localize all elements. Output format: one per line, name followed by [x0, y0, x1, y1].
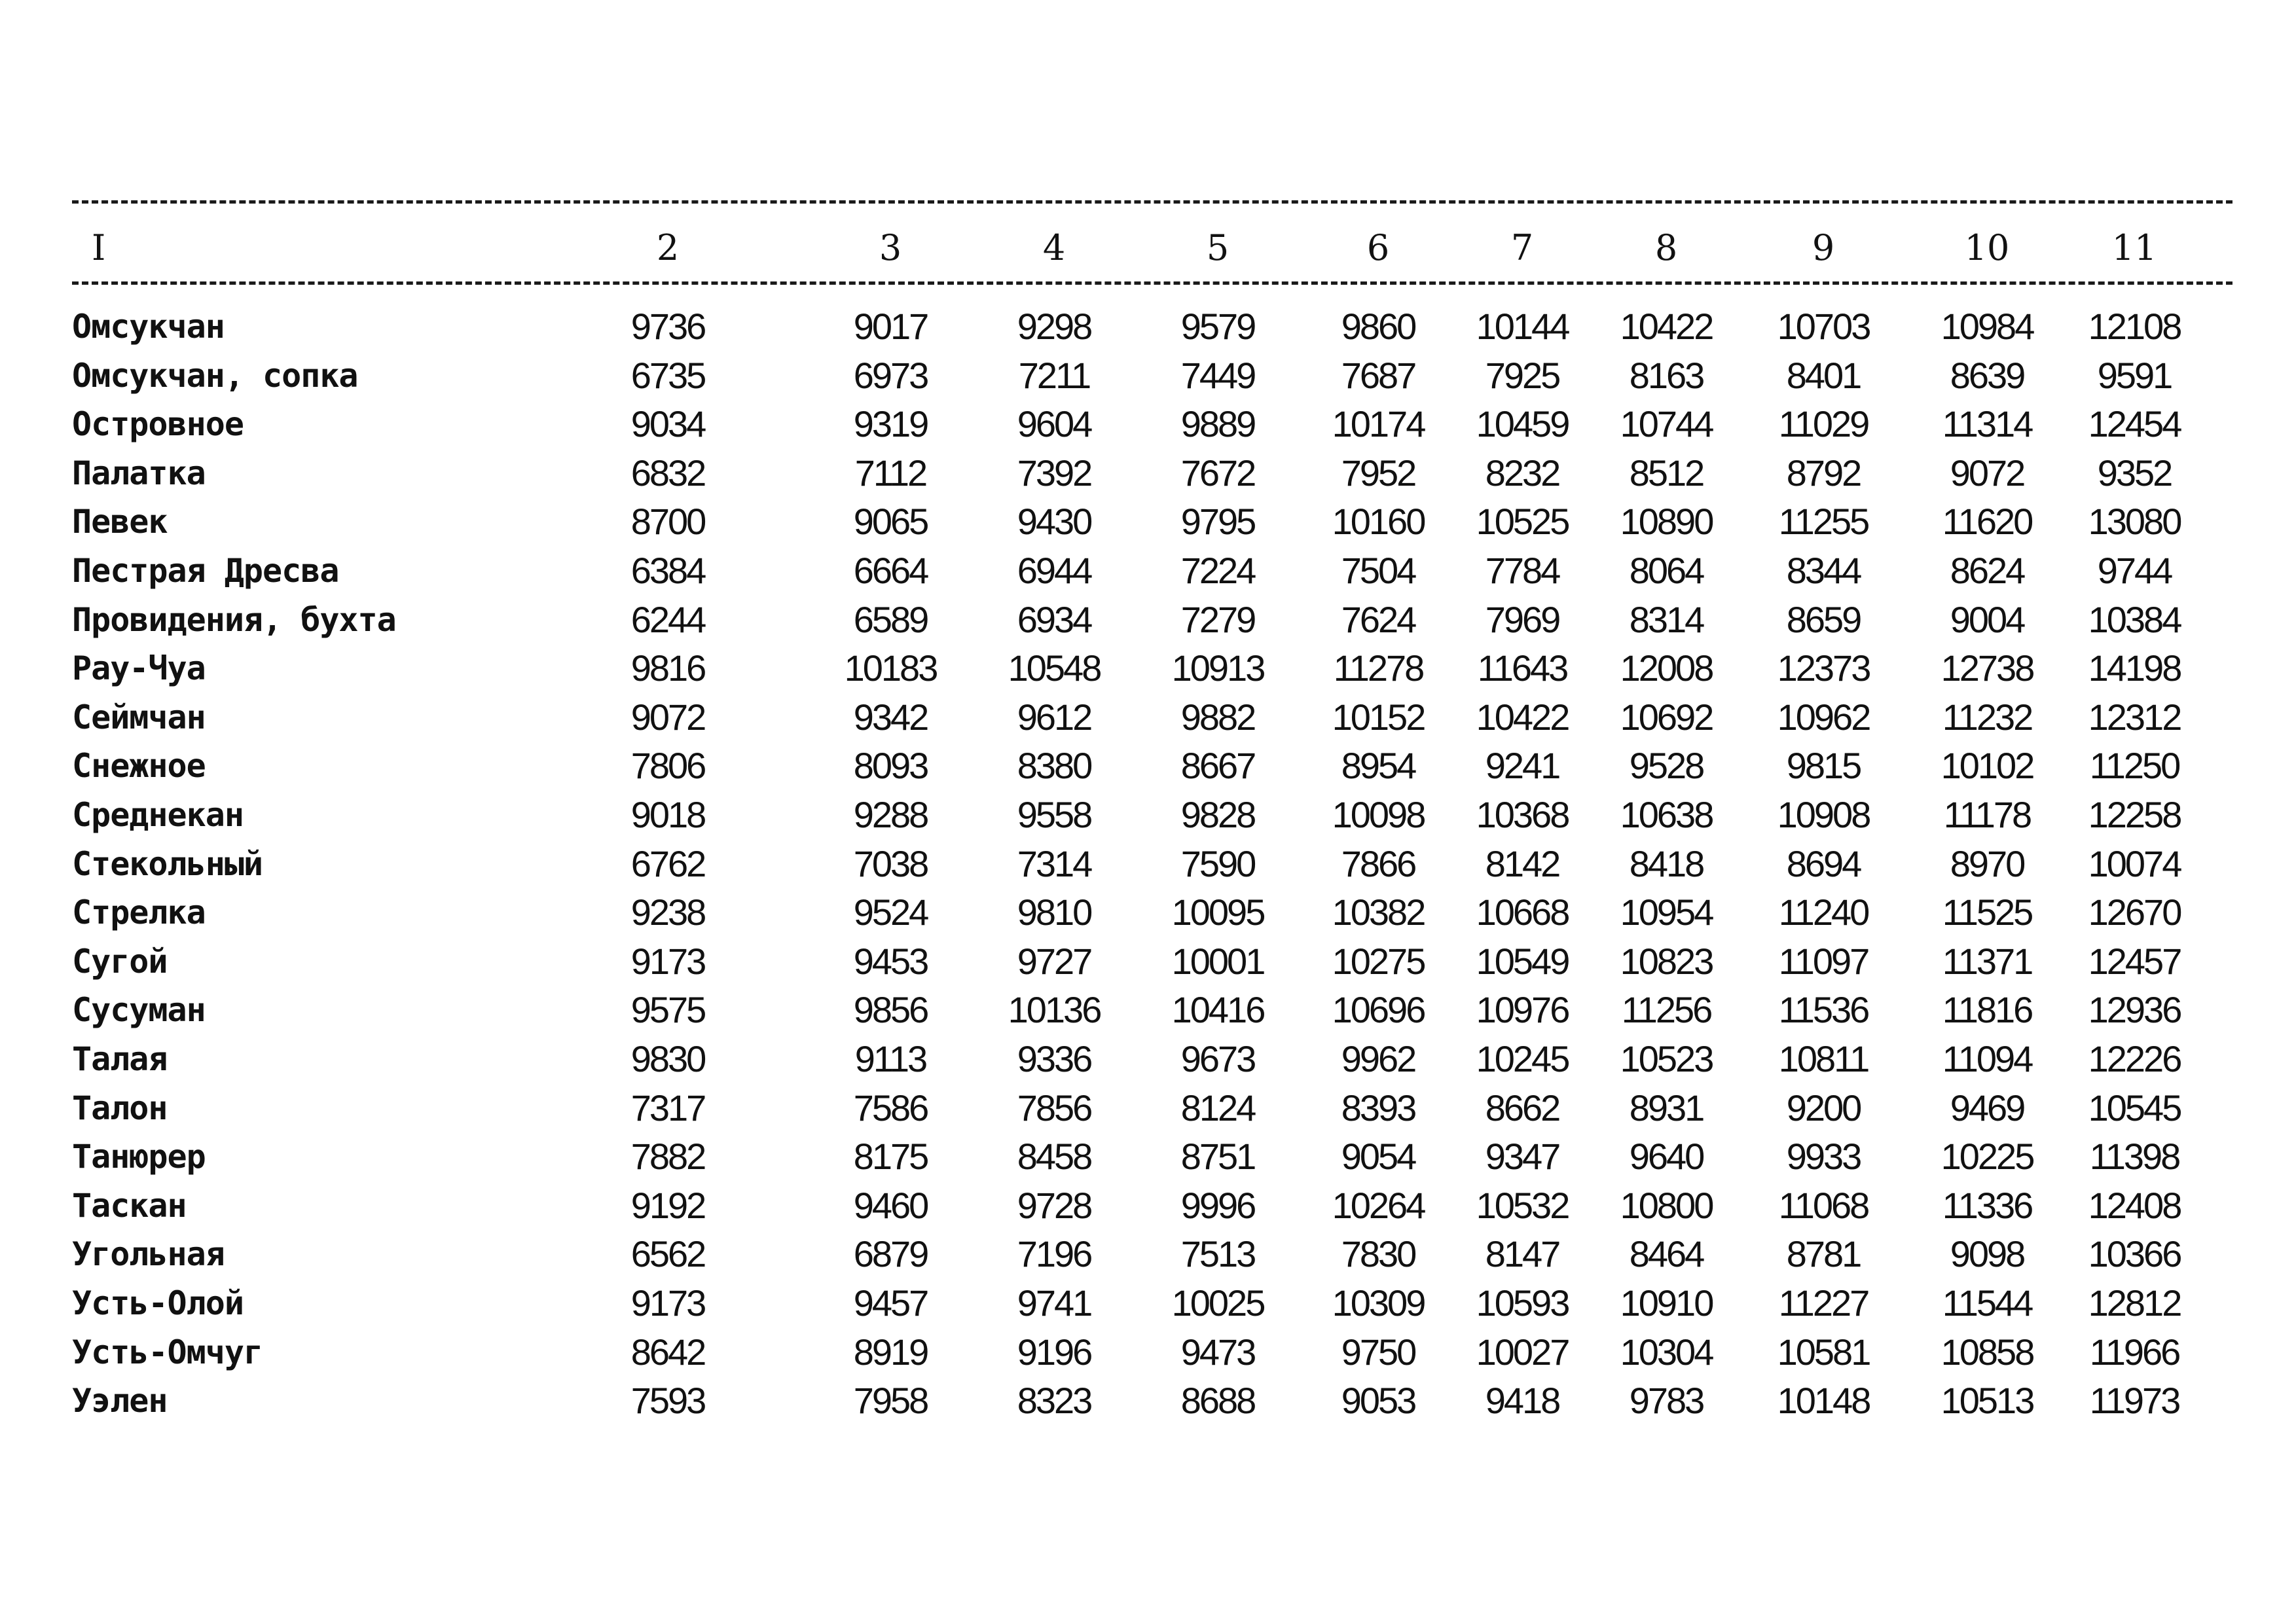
- value-cell-col-9: 10908: [1777, 794, 1870, 835]
- table-row: [0, 937, 2296, 986]
- table-row: [0, 449, 2296, 497]
- table-row: [0, 596, 2296, 644]
- header-cell-5: 5: [1206, 227, 1230, 268]
- value-cell-col-3: 6664: [853, 550, 928, 591]
- value-cell-col-9: 11240: [1778, 892, 1868, 933]
- value-cell-col-6: 10160: [1332, 501, 1425, 543]
- value-cell-col-4: 10548: [1008, 647, 1101, 689]
- value-cell-col-11: 10366: [2088, 1233, 2181, 1275]
- value-cell-col-9: 10581: [1777, 1331, 1870, 1373]
- value-cell-col-5: 7590: [1180, 842, 1255, 884]
- value-cell-col-7: 8147: [1485, 1233, 1559, 1275]
- value-cell-col-5: 7513: [1180, 1233, 1255, 1275]
- value-cell-col-5: 8751: [1180, 1136, 1255, 1178]
- value-cell-col-10: 9072: [1950, 452, 2024, 494]
- value-cell-col-11: 14198: [2088, 647, 2181, 689]
- value-cell-col-4: 9558: [1017, 794, 1091, 835]
- value-cell-col-6: 10174: [1332, 403, 1425, 445]
- header-cell-2: 2: [656, 227, 680, 268]
- value-cell-col-6: 7504: [1341, 550, 1415, 591]
- location-name-cell: Сугой: [72, 942, 168, 981]
- table-header-row: [0, 224, 2296, 272]
- value-cell-col-3: 7112: [854, 452, 926, 494]
- value-cell-col-4: 8458: [1017, 1136, 1091, 1178]
- value-cell-col-10: 9469: [1950, 1087, 2024, 1128]
- value-cell-col-4: 9336: [1017, 1038, 1091, 1079]
- value-cell-col-4: 9741: [1017, 1282, 1091, 1324]
- value-cell-col-9: 8792: [1786, 452, 1861, 494]
- value-cell-col-2: 9018: [630, 794, 705, 835]
- value-cell-col-11: 11966: [2089, 1331, 2179, 1373]
- location-name-cell: Певек: [72, 503, 168, 541]
- value-cell-col-5: 9673: [1180, 1038, 1255, 1079]
- location-name-cell: Талон: [72, 1089, 168, 1127]
- value-cell-col-3: 9319: [853, 403, 928, 445]
- header-cell-6: 6: [1366, 227, 1390, 268]
- value-cell-col-10: 11232: [1942, 696, 2032, 738]
- value-cell-col-7: 7784: [1485, 550, 1559, 591]
- value-cell-col-11: 12258: [2088, 794, 2181, 835]
- value-cell-col-3: 6973: [853, 354, 928, 396]
- table-row: [0, 742, 2296, 790]
- value-cell-col-7: 10144: [1476, 306, 1569, 347]
- value-cell-col-10: 10513: [1941, 1380, 2033, 1422]
- value-cell-col-6: 11278: [1333, 647, 1423, 689]
- value-cell-col-8: 10638: [1620, 794, 1713, 835]
- location-name-cell: Снежное: [72, 747, 206, 785]
- value-cell-col-2: 9736: [630, 306, 705, 347]
- value-cell-col-10: 8624: [1950, 550, 2024, 591]
- value-cell-col-2: 7593: [630, 1380, 705, 1422]
- value-cell-col-6: 9053: [1341, 1380, 1415, 1422]
- value-cell-col-3: 9524: [853, 892, 928, 933]
- value-cell-col-7: 8232: [1485, 452, 1559, 494]
- value-cell-col-3: 6589: [853, 598, 928, 640]
- value-cell-col-3: 6879: [853, 1233, 928, 1275]
- value-cell-col-3: 9288: [853, 794, 928, 835]
- value-cell-col-9: 11255: [1778, 501, 1868, 543]
- value-cell-col-5: 10025: [1171, 1282, 1264, 1324]
- location-name-cell: Омсукчан: [72, 308, 225, 346]
- table-row: [0, 1230, 2296, 1278]
- value-cell-col-7: 7969: [1485, 598, 1559, 640]
- table-row: [0, 1182, 2296, 1230]
- value-cell-col-6: 7830: [1341, 1233, 1415, 1275]
- value-cell-col-7: 9241: [1485, 745, 1559, 787]
- value-cell-col-8: 8163: [1629, 354, 1704, 396]
- value-cell-col-3: 8175: [853, 1136, 928, 1178]
- value-cell-col-4: 9196: [1017, 1331, 1091, 1373]
- value-cell-col-6: 7952: [1341, 452, 1415, 494]
- header-cell-7: 7: [1510, 227, 1534, 268]
- value-cell-col-5: 9795: [1180, 501, 1255, 543]
- header-cell-8: 8: [1654, 227, 1678, 268]
- value-cell-col-8: 8064: [1629, 550, 1704, 591]
- value-cell-col-6: 7866: [1341, 842, 1415, 884]
- value-cell-col-10: 11816: [1942, 989, 2032, 1031]
- value-cell-col-2: 6384: [630, 550, 705, 591]
- value-cell-col-2: 6762: [630, 842, 705, 884]
- value-cell-col-5: 8667: [1180, 745, 1255, 787]
- value-cell-col-2: 7317: [630, 1087, 705, 1128]
- table-row: [0, 497, 2296, 546]
- value-cell-col-2: 6735: [630, 354, 705, 396]
- value-cell-col-7: 11643: [1477, 647, 1567, 689]
- header-cell-1: I: [92, 227, 106, 268]
- value-cell-col-10: 11620: [1942, 501, 2032, 543]
- value-cell-col-11: 12812: [2088, 1282, 2181, 1324]
- table-row: [0, 1328, 2296, 1377]
- value-cell-col-5: 9996: [1180, 1184, 1255, 1226]
- value-cell-col-5: 7224: [1180, 550, 1255, 591]
- value-cell-col-2: 9192: [630, 1184, 705, 1226]
- value-cell-col-2: 9072: [630, 696, 705, 738]
- value-cell-col-8: 10910: [1620, 1282, 1713, 1324]
- value-cell-col-7: 9347: [1485, 1136, 1559, 1178]
- value-cell-col-7: 10549: [1476, 940, 1569, 982]
- value-cell-col-10: 12738: [1941, 647, 2033, 689]
- value-cell-col-3: 10183: [844, 647, 937, 689]
- value-cell-col-3: 7038: [853, 842, 928, 884]
- value-cell-col-9: 12373: [1777, 647, 1870, 689]
- location-name-cell: Сусуман: [72, 991, 206, 1030]
- value-cell-col-8: 9640: [1629, 1136, 1704, 1178]
- value-cell-col-2: 6562: [630, 1233, 705, 1275]
- value-cell-col-11: 9591: [2097, 354, 2172, 396]
- value-cell-col-9: 8344: [1786, 550, 1861, 591]
- value-cell-col-10: 8970: [1950, 842, 2024, 884]
- value-cell-col-10: 11094: [1942, 1038, 2032, 1079]
- value-cell-col-9: 8401: [1786, 354, 1861, 396]
- value-cell-col-4: 7392: [1017, 452, 1091, 494]
- value-cell-col-11: 11250: [2089, 745, 2179, 787]
- value-cell-col-9: 11068: [1778, 1184, 1868, 1226]
- value-cell-col-7: 10027: [1476, 1331, 1569, 1373]
- table-row: [0, 302, 2296, 351]
- value-cell-col-9: 8781: [1786, 1233, 1861, 1275]
- value-cell-col-4: 9612: [1017, 696, 1091, 738]
- location-name-cell: Усть-Олой: [72, 1284, 244, 1322]
- table-row: [0, 547, 2296, 595]
- value-cell-col-10: 8639: [1950, 354, 2024, 396]
- value-cell-col-9: 11536: [1778, 989, 1868, 1031]
- value-cell-col-8: 8314: [1629, 598, 1704, 640]
- value-cell-col-4: 9298: [1017, 306, 1091, 347]
- value-cell-col-9: 8694: [1786, 842, 1861, 884]
- header-cell-10: 10: [1964, 227, 2010, 268]
- table-row: [0, 1279, 2296, 1327]
- value-cell-col-6: 7687: [1341, 354, 1415, 396]
- value-cell-col-7: 10976: [1476, 989, 1569, 1031]
- value-cell-col-6: 10264: [1332, 1184, 1425, 1226]
- value-cell-col-9: 11097: [1778, 940, 1868, 982]
- location-name-cell: Сеймчан: [72, 698, 206, 736]
- location-name-cell: Стекольный: [72, 844, 263, 883]
- table-row: [0, 1132, 2296, 1181]
- value-cell-col-4: 9430: [1017, 501, 1091, 543]
- value-cell-col-4: 7211: [1018, 354, 1090, 396]
- value-cell-col-11: 12408: [2088, 1184, 2181, 1226]
- table-row: [0, 986, 2296, 1034]
- location-name-cell: Среднекан: [72, 796, 244, 834]
- value-cell-col-10: 10984: [1941, 306, 2033, 347]
- value-cell-col-8: 8512: [1629, 452, 1704, 494]
- value-cell-col-7: 10368: [1476, 794, 1569, 835]
- value-cell-col-5: 7672: [1180, 452, 1255, 494]
- value-cell-col-10: 9004: [1950, 598, 2024, 640]
- value-cell-col-9: 10148: [1777, 1380, 1870, 1422]
- value-cell-col-9: 9200: [1786, 1087, 1861, 1128]
- value-cell-col-7: 10245: [1476, 1038, 1569, 1079]
- value-cell-col-7: 10668: [1476, 892, 1569, 933]
- value-cell-col-2: 6832: [630, 452, 705, 494]
- value-cell-col-7: 10525: [1476, 501, 1569, 543]
- value-cell-col-5: 10416: [1171, 989, 1264, 1031]
- table-row: [0, 791, 2296, 839]
- value-cell-col-8: 10800: [1620, 1184, 1713, 1226]
- value-cell-col-5: 9473: [1180, 1331, 1255, 1373]
- value-cell-col-11: 12108: [2088, 306, 2181, 347]
- value-cell-col-4: 7314: [1017, 842, 1091, 884]
- value-cell-col-3: 9457: [853, 1282, 928, 1324]
- value-cell-col-11: 12312: [2088, 696, 2181, 738]
- value-cell-col-3: 9017: [853, 306, 928, 347]
- value-cell-col-2: 9238: [630, 892, 705, 933]
- value-cell-col-9: 10811: [1778, 1038, 1868, 1079]
- value-cell-col-10: 10858: [1941, 1331, 2033, 1373]
- value-cell-col-7: 10459: [1476, 403, 1569, 445]
- value-cell-col-3: 9065: [853, 501, 928, 543]
- value-cell-col-11: 9744: [2097, 550, 2172, 591]
- value-cell-col-9: 11029: [1778, 403, 1868, 445]
- value-cell-col-8: 10523: [1620, 1038, 1713, 1079]
- value-cell-col-6: 9962: [1341, 1038, 1415, 1079]
- table-row: [0, 644, 2296, 693]
- header-dashed-rule: [72, 281, 2232, 285]
- value-cell-col-6: 8393: [1341, 1087, 1415, 1128]
- value-cell-col-10: 11525: [1942, 892, 2032, 933]
- value-cell-col-4: 8380: [1017, 745, 1091, 787]
- value-cell-col-10: 10102: [1941, 745, 2033, 787]
- value-cell-col-10: 11314: [1942, 403, 2032, 445]
- value-cell-col-3: 9453: [853, 940, 928, 982]
- value-cell-col-11: 12454: [2088, 403, 2181, 445]
- value-cell-col-5: 7449: [1180, 354, 1255, 396]
- table-row: [0, 352, 2296, 400]
- value-cell-col-6: 9054: [1341, 1136, 1415, 1178]
- value-cell-col-7: 10422: [1476, 696, 1569, 738]
- value-cell-col-4: 6934: [1017, 598, 1091, 640]
- value-cell-col-8: 10304: [1620, 1331, 1713, 1373]
- value-cell-col-11: 12457: [2088, 940, 2181, 982]
- value-cell-col-9: 10962: [1777, 696, 1870, 738]
- value-cell-col-11: 12936: [2088, 989, 2181, 1031]
- location-name-cell: Пестрая Дресва: [72, 552, 339, 590]
- header-cell-4: 4: [1042, 227, 1066, 268]
- value-cell-col-6: 8954: [1341, 745, 1415, 787]
- value-cell-col-6: 10309: [1332, 1282, 1425, 1324]
- value-cell-col-11: 11973: [2089, 1380, 2179, 1422]
- value-cell-col-10: 11178: [1943, 794, 2031, 835]
- value-cell-col-8: 9528: [1629, 745, 1704, 787]
- table-row: [0, 1377, 2296, 1425]
- value-cell-col-5: 8124: [1180, 1087, 1255, 1128]
- value-cell-col-11: 10545: [2088, 1087, 2181, 1128]
- value-cell-col-8: 10692: [1620, 696, 1713, 738]
- value-cell-col-3: 9113: [854, 1038, 926, 1079]
- value-cell-col-8: 10422: [1620, 306, 1713, 347]
- value-cell-col-11: 10074: [2088, 842, 2181, 884]
- value-cell-col-6: 7624: [1341, 598, 1415, 640]
- value-cell-col-10: 11371: [1942, 940, 2032, 982]
- location-name-cell: Провидения, бухта: [72, 600, 396, 639]
- value-cell-col-10: 10225: [1941, 1136, 2033, 1178]
- value-cell-col-3: 9460: [853, 1184, 928, 1226]
- value-cell-col-7: 8662: [1485, 1087, 1559, 1128]
- location-name-cell: Рау-Чуа: [72, 649, 206, 688]
- value-cell-col-4: 6944: [1017, 550, 1091, 591]
- table-row: [0, 1084, 2296, 1132]
- value-cell-col-9: 11227: [1778, 1282, 1868, 1324]
- value-cell-col-4: 10136: [1008, 989, 1101, 1031]
- value-cell-col-6: 10098: [1332, 794, 1425, 835]
- value-cell-col-11: 9352: [2097, 452, 2172, 494]
- value-cell-col-3: 8093: [853, 745, 928, 787]
- value-cell-col-2: 9034: [630, 403, 705, 445]
- value-cell-col-10: 9098: [1950, 1233, 2024, 1275]
- value-cell-col-8: 8931: [1629, 1087, 1704, 1128]
- value-cell-col-5: 7279: [1180, 598, 1255, 640]
- value-cell-col-5: 10001: [1171, 940, 1264, 982]
- value-cell-col-4: 9604: [1017, 403, 1091, 445]
- value-cell-col-3: 7958: [853, 1380, 928, 1422]
- value-cell-col-8: 8418: [1629, 842, 1704, 884]
- value-cell-col-11: 12670: [2088, 892, 2181, 933]
- location-name-cell: Омсукчан, сопка: [72, 356, 358, 395]
- value-cell-col-8: 11256: [1621, 989, 1711, 1031]
- value-cell-col-7: 10532: [1476, 1184, 1569, 1226]
- value-cell-col-11: 10384: [2088, 598, 2181, 640]
- value-cell-col-2: 8700: [630, 501, 705, 543]
- value-cell-col-9: 9815: [1786, 745, 1861, 787]
- value-cell-col-8: 10890: [1620, 501, 1713, 543]
- value-cell-col-8: 10744: [1620, 403, 1713, 445]
- value-cell-col-2: 6244: [630, 598, 705, 640]
- location-name-cell: Стрелка: [72, 893, 206, 932]
- value-cell-col-10: 11336: [1942, 1184, 2032, 1226]
- header-cell-9: 9: [1812, 227, 1835, 268]
- value-cell-col-6: 10275: [1332, 940, 1425, 982]
- value-cell-col-5: 8688: [1180, 1380, 1255, 1422]
- location-name-cell: Таскан: [72, 1186, 187, 1225]
- table-row: [0, 1035, 2296, 1083]
- value-cell-col-3: 9856: [853, 989, 928, 1031]
- value-cell-col-2: 7806: [630, 745, 705, 787]
- table-row: [0, 840, 2296, 888]
- value-cell-col-11: 13080: [2088, 501, 2181, 543]
- top-dashed-rule: [72, 200, 2232, 204]
- value-cell-col-4: 9727: [1017, 940, 1091, 982]
- value-cell-col-3: 7586: [853, 1087, 928, 1128]
- value-cell-col-8: 12008: [1620, 647, 1713, 689]
- value-cell-col-6: 10696: [1332, 989, 1425, 1031]
- value-cell-col-11: 11398: [2089, 1136, 2179, 1178]
- value-cell-col-4: 7196: [1017, 1233, 1091, 1275]
- value-cell-col-2: 7882: [630, 1136, 705, 1178]
- value-cell-col-7: 8142: [1485, 842, 1559, 884]
- value-cell-col-2: 9575: [630, 989, 705, 1031]
- value-cell-col-2: 9173: [630, 940, 705, 982]
- location-name-cell: Танюрер: [72, 1138, 206, 1176]
- value-cell-col-6: 10382: [1332, 892, 1425, 933]
- header-cell-3: 3: [879, 227, 902, 268]
- location-name-cell: Островное: [72, 405, 244, 444]
- value-cell-col-4: 9728: [1017, 1184, 1091, 1226]
- value-cell-col-5: 9579: [1180, 306, 1255, 347]
- value-cell-col-2: 8642: [630, 1331, 705, 1373]
- value-cell-col-11: 12226: [2088, 1038, 2181, 1079]
- value-cell-col-3: 9342: [853, 696, 928, 738]
- value-cell-col-2: 9173: [630, 1282, 705, 1324]
- value-cell-col-5: 9828: [1180, 794, 1255, 835]
- value-cell-col-4: 8323: [1017, 1380, 1091, 1422]
- value-cell-col-9: 9933: [1786, 1136, 1861, 1178]
- header-cell-11: 11: [2111, 227, 2157, 268]
- value-cell-col-5: 10095: [1171, 892, 1264, 933]
- value-cell-col-6: 9860: [1341, 306, 1415, 347]
- value-cell-col-5: 9889: [1180, 403, 1255, 445]
- value-cell-col-5: 9882: [1180, 696, 1255, 738]
- value-cell-col-7: 9418: [1485, 1380, 1559, 1422]
- value-cell-col-8: 9783: [1629, 1380, 1704, 1422]
- location-name-cell: Усть-Омчуг: [72, 1333, 263, 1371]
- value-cell-col-6: 9750: [1341, 1331, 1415, 1373]
- value-cell-col-9: 8659: [1786, 598, 1861, 640]
- value-cell-col-2: 9830: [630, 1038, 705, 1079]
- value-cell-col-8: 8464: [1629, 1233, 1704, 1275]
- value-cell-col-7: 10593: [1476, 1282, 1569, 1324]
- location-name-cell: Палатка: [72, 454, 206, 492]
- value-cell-col-2: 9816: [630, 647, 705, 689]
- value-cell-col-6: 10152: [1332, 696, 1425, 738]
- value-cell-col-8: 10954: [1620, 892, 1713, 933]
- value-cell-col-4: 9810: [1017, 892, 1091, 933]
- value-cell-col-8: 10823: [1620, 940, 1713, 982]
- value-cell-col-3: 8919: [853, 1331, 928, 1373]
- table-row: [0, 888, 2296, 937]
- location-name-cell: Уэлен: [72, 1382, 168, 1420]
- value-cell-col-7: 7925: [1485, 354, 1559, 396]
- value-cell-col-5: 10913: [1171, 647, 1264, 689]
- location-name-cell: Угольная: [72, 1235, 225, 1274]
- table-row: [0, 400, 2296, 448]
- location-name-cell: Талая: [72, 1040, 168, 1078]
- value-cell-col-4: 7856: [1017, 1087, 1091, 1128]
- table-row: [0, 693, 2296, 742]
- value-cell-col-10: 11544: [1942, 1282, 2032, 1324]
- value-cell-col-9: 10703: [1777, 306, 1870, 347]
